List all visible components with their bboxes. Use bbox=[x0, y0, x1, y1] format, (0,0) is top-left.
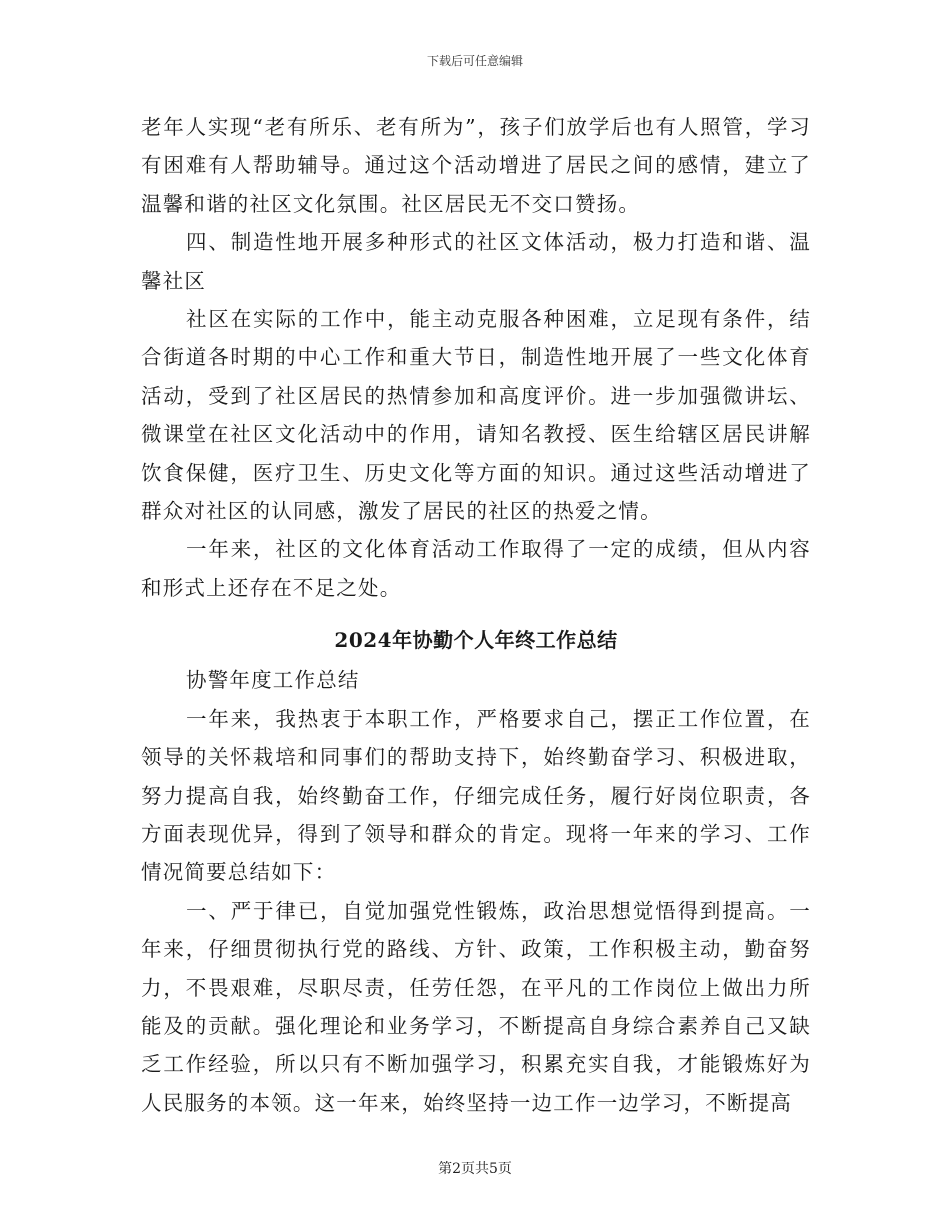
section-heading-four: 四、制造性地开展多种形式的社区文体活动，极力打造和谐、温馨社区 bbox=[141, 230, 811, 293]
document-title: 2024年协勤个人年终工作总结 bbox=[334, 628, 618, 653]
paragraph: 一年来，社区的文化体育活动工作取得了一定的成绩，但从内容和形式上还存在不足之处。 bbox=[141, 537, 811, 600]
document-body bbox=[141, 108, 811, 1122]
page-number: 第2页共5页 bbox=[438, 1161, 512, 1177]
subtitle-paragraph: 协警年度工作总结 bbox=[186, 668, 360, 693]
page-header: 下载后可任意编辑 bbox=[426, 54, 523, 68]
paragraph: 一年来，我热衷于本职工作，严格要求自己，摆正工作位置，在领导的关怀栽培和同事们的帮助支持下，始终勤奋学习、积极进取，努力提高自我，始终勤奋工作，仔细完成任务，履行好岗位职责，各方面表现优异，得到了领导和群众的肯定。现将一年来的学习、工作情况简要总结如下： bbox=[141, 706, 811, 885]
paragraph: 一、严于律已，自觉加强党性锻炼，政治思想觉悟得到提高。一年来，仔细贯彻执行党的路线、方针、政策，工作积极主动，勤奋努力，不畏艰难，尽职尽责，任劳任怨，在平凡的工作岗位上做出力所能及的贡献。强化理论和业务学习，不断提高自身综合素养自己又缺乏工作经验，所以只有不断加强学习，积累充实自我，才能锻炼好为人民服务的本领。这一年来，始终坚持一边工作一边学习，不断提高 bbox=[141, 898, 811, 1115]
paragraph: 社区在实际的工作中，能主动克服各种困难，立足现有条件，结合街道各时期的中心工作和重大节日，制造性地开展了一些文化体育活动，受到了社区居民的热情参加和高度评价。进一步加强微讲坛、微课堂在社区文化活动中的作用，请知名教授、医生给辖区居民讲解饮食保健，医疗卫生、历史文化等方面的知识。通过这些活动增进了群众对社区的认同感，激发了居民的社区的热爱之情。 bbox=[141, 307, 811, 524]
paragraph: 老年人实现“老有所乐、老有所为”，孩子们放学后也有人照管，学习有困难有人帮助辅导。通过这个活动增进了居民之间的感情，建立了温馨和谐的社区文化氛围。社区居民无不交口赞扬。 bbox=[141, 115, 811, 216]
